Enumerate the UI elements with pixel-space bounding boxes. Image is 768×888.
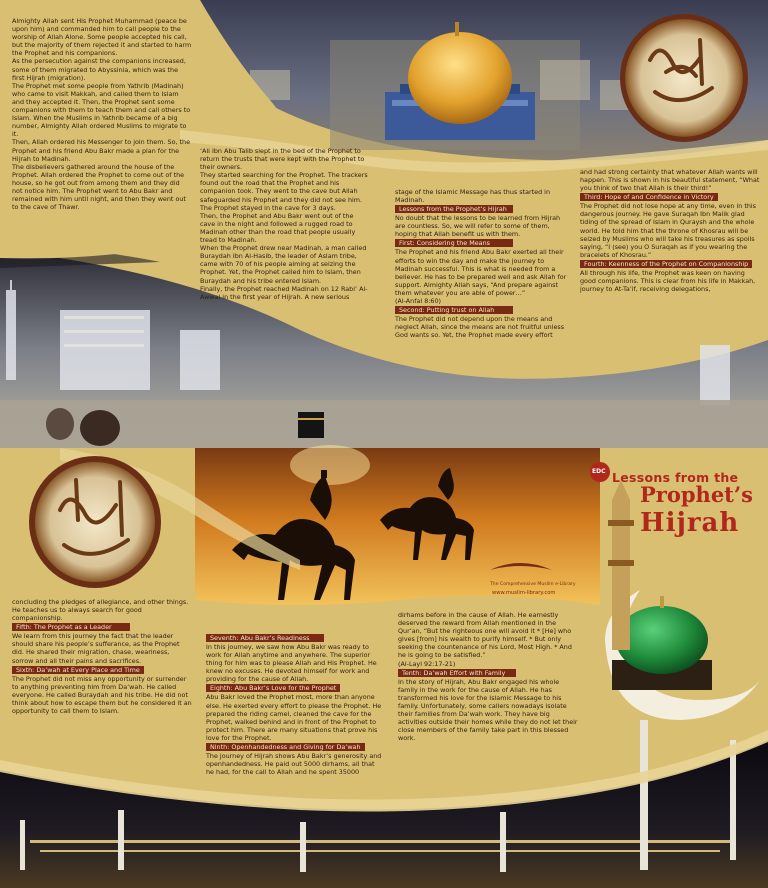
reference: (Al-Layl 92:17-21)	[398, 659, 456, 668]
paragraph: Finally, the Prophet reached Madinah on 12 Rabi’ Al-Awwal in the first year of Hijrah. A new serious	[200, 284, 368, 301]
column-1	[12, 17, 192, 211]
paragraph: concluding the pledges of allegiance, and other things. He teaches us to always search for good companionship.	[12, 598, 189, 623]
paragraph: The Prophet did not depend upon the means and neglect Allah, since the means are not fruitful unless God wants so. Yet, the Prophet made every effort	[395, 315, 565, 340]
section-heading: Sixth: Da’wah at Every Place and Time	[12, 666, 144, 674]
paragraph: ‘Ali Ibn Abu Talib slept in the bed of the Prophet to return the trusts that were kept with the Prophet to their owners.	[200, 147, 365, 172]
section-heading: Second: Putting trust on Allah	[395, 306, 513, 314]
paragraph: In this journey, we saw how Abu Bakr was ready to work for Allah anytime and anywhere. The superior thing for him was to please Allah and His Prophet. He knew no excuses. He devoted himself for work and providing for the cause of Allah.	[206, 643, 377, 684]
paragraph: We learn from this journey the fact that the leader should share his people’s sufferance, as the Prophet did. He shared their migration, chase, weariness, sorrow and all their pains and sacrifices.	[12, 632, 180, 665]
column-2	[200, 147, 368, 301]
paragraph: dirhams before in the cause of Allah. He earnestly deserved the reward from Allah mentioned in the Qur’an, “But the righteous one will avoid it * [He] who gives [from] his wealth to purify himself. * But only seeking the countenance of his Lord, Most High. * And he is going to be satisfied.”	[398, 611, 572, 660]
section-heading: First: Considering the Means	[395, 239, 513, 247]
section-heading: Seventh: Abu Bakr’s Readiness	[206, 634, 324, 642]
paragraph: The journey of Hijrah shows Abu Bakr’s generosity and openhandedness. He paid out 5000 dirhams, all that he had, for the call to Allah and he spent 35000	[206, 752, 382, 777]
paragraph: The Prophet met some people from Yathrib (Madinah) who came to visit Makkah, and called them to Islam and they accepted it. Then, the Prophet sent some companions with them to teach them and call others to Islam. When the Muslims in Yathrib became of a big number, Almighty Allah ordered Muslims to migrate to it.	[12, 81, 191, 139]
paragraph: stage of the Islamic Message has thus started in Madinah.	[395, 188, 550, 205]
reference: (Al-Anfal 8:60)	[395, 297, 442, 306]
paragraph: They started searching for the Prophet. The trackers found out the road that the Prophet and his companion took. They went to the cave but Allah safeguarded his Prophet and they did not see him. The Prophet stayed in the cave for 3 days.	[200, 171, 368, 212]
column-7	[398, 611, 580, 742]
column-3	[395, 188, 567, 339]
section-heading: Ninth: Openhandedness and Giving for Da’wah	[206, 743, 365, 751]
paragraph: As the persecution against the companions increased, some of them migrated to Abyssinia, which was the first Hijrah (migration).	[12, 57, 186, 82]
paragraph: The Prophet did not lose hope at any time, even in this dangerous journey. He gave Suraqah Ibn Malik glad tiding of the spread of Islam in Quraysh and the whole world. He told him that the throne of Khosrau will be seized by Muslims who will take his treasures as spoils saying, “I (see) you O Suraqah as if you wearing the bracelets of Khosrau.”	[580, 202, 756, 259]
publisher-name: The Comprehensive Muslim e-Library	[490, 582, 576, 587]
paragraph: Almighty Allah sent His Prophet Muhammad (peace be upon him) and commanded him to call people to the worship of Allah Alone. Some people accepted his call, but the majority of them rejected it and started to harm the Prophet and his companions.	[12, 17, 192, 58]
section-heading: Fifth: The Prophet as a Leader	[12, 623, 130, 631]
column-4	[580, 168, 760, 293]
paragraph: All through his life, the Prophet was keen on having good companions. This is clear from his life in Makkah, journey to At-Ta’if, receiving delegations,	[580, 268, 756, 294]
paragraph: and had strong certainty that whatever Allah wants will happen. This is shown in his beautiful statement, “What you think of two that Allah is their third!”	[580, 168, 760, 193]
title-line-2: Prophet’s	[640, 482, 754, 507]
publisher-url[interactable]: www.muslim-library.com	[492, 590, 556, 596]
section-heading: Tenth: Da’wah Effort with Family	[398, 669, 516, 677]
section-heading: Eighth: Abu Bakr’s Love for the Prophet	[206, 684, 340, 692]
title-line-1: Lessons from the	[612, 470, 739, 485]
column-5	[12, 598, 192, 715]
column-6	[206, 633, 382, 776]
section-heading: Lessons from the Prophet’s Hijrah	[395, 205, 513, 213]
paragraph: The Prophet and his friend Abu Bakr exerted all their efforts to win the day and make the journey to Madinah successful. This is what is needed from a believer. He has to be prepared well and ask Allah for support. Almighty Allah says, “And prepare against them whatever you are able of power…”	[395, 248, 567, 297]
paragraph: The disbelievers gathered around the house of the Prophet. Allah ordered the Prophet to come out of the house, so he got out from among them and they did not notice him. The Prophet went to Abu Bakr and remained with him until night, and then they went out to the cave of Thawr.	[12, 162, 186, 212]
paragraph: Then, Allah ordered his Messenger to join them. So, the Prophet and his friend Abu Bakr made a plan for the Hijrah to Madinah.	[12, 138, 191, 163]
title-line-3: Hijrah	[640, 508, 740, 538]
section-heading: Third: Hope of and Confidence in Victory	[580, 193, 718, 201]
paragraph: Then, the Prophet and Abu Bakr went out of the cave in the night and followed a rugged road to Madinah other than the road that people usually tread to Madinah.	[200, 211, 356, 245]
section-heading: Fourth: Keenness of the Prophet on Companionship	[580, 260, 752, 268]
paragraph: No doubt that the lessons to be learned from Hijrah are countless. So, we will refer to some of them, hoping that Allah benefit us with them.	[395, 214, 561, 239]
edc-logo: EDC	[592, 468, 606, 475]
paragraph: When the Prophet drew near Madinah, a man called Buraydah Ibn Al-Hasib, the leader of Aslam tribe, came with 70 of his people aiming at seizing the Prophet. Yet, the Prophet called him to Islam, then Buraydah and his tribe entered Islam.	[200, 244, 367, 285]
paragraph: The Prophet did not miss any opportunity or surrender to anything preventing him from Da’wah. He called everyone. He called Buraydah and his tribe. He did not think about how to escape them but he considered it an opportunity to call them to Islam.	[12, 674, 192, 716]
paragraph: Abu Bakr loved the Prophet most, more than anyone else. He exerted every effort to please the Prophet. He prepared the riding camel, cleaned the cave for the Prophet, walked behind and in front of the Prophet to protect him. There are many situations that prove his love for the Prophet.	[206, 693, 382, 742]
paragraph: In the story of Hijrah, Abu Bakr engaged his whole family in the work for the cause of Allah. He has transformed his love for the Islamic Message to his family. Unfortunately, some callers nowadays isolate their families from Da’wah work. They have big activities outside their homes while they do not let their close members of the family take part in this blessed work.	[398, 677, 578, 743]
